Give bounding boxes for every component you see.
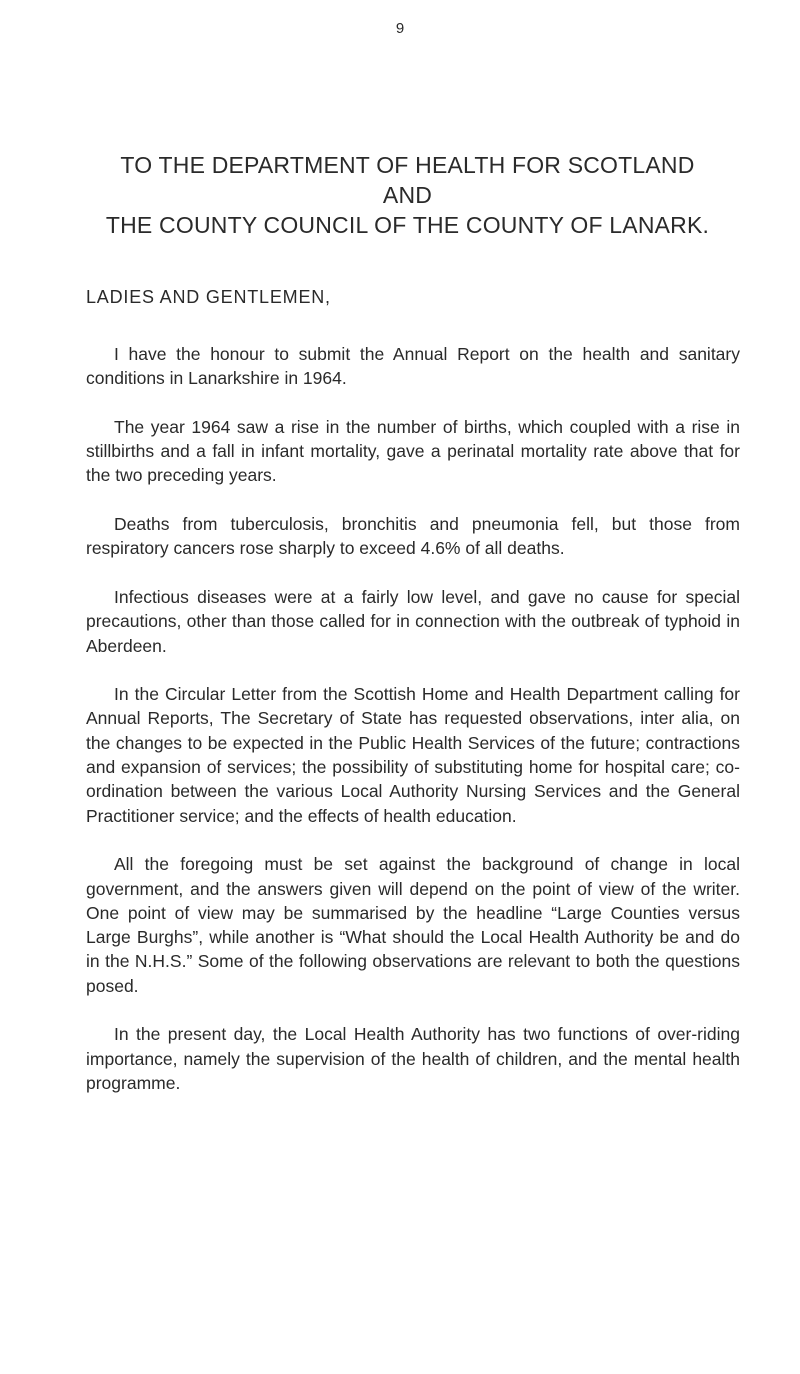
letter-body [86,342,740,1120]
paragraph-births: The year 1964 saw a rise in the number of births, which coupled with a rise in stillbirths and a fall in infant mortality, gave a perinatal mortality rate above that for the two preceding years. [86,416,740,486]
address-line-and: AND [382,182,433,208]
paragraph-circular-letter: In the Circular Letter from the Scottish Home and Health Department calling for Annual Reports, The Secretary of State has requested observations, inter alia, on the changes to be expected in the Public Health Services of the future; contractions and expansion of services; the possibility of substituting home for hospital care; co-ordination between the various Local Authority Nursing Services and the General Practitioner service; and the effects of health education. [86,684,740,826]
paragraph-local-government: All the foregoing must be set against the background of change in local government, and the answers given will depend on the point of view of the writer. One point of view may be summarised by the headline “Large Counties versus Large Burghs”, while another is “What should the Local Health Authority be and do in the N.H.S.” Some of the following observations are relevant to both the questions posed. [86,854,740,996]
address-line-county-council: THE COUNTY COUNCIL OF THE COUNTY OF LANARK. [105,212,710,238]
paragraph-report-submission: I have the honour to submit the Annual Report on the health and sanitary conditions in Lanarkshire in 1964. [86,344,740,389]
paragraph-infectious-diseases: Infectious diseases were at a fairly low level, and gave no cause for special precautions, other than those called for in connection with the outbreak of typhoid in Aberdeen. [86,586,740,656]
paragraph-deaths: Deaths from tuberculosis, bronchitis and pneumonia fell, but those from respiratory cancers rose sharply to exceed 4.6% of all deaths. [86,514,740,559]
address-block [60,150,755,240]
paragraph-local-health-authority: In the present day, the Local Health Authority has two functions of over-riding importance, namely the supervision of the health of children, and the mental health programme. [86,1024,740,1093]
salutation: LADIES AND GENTLEMEN, [86,287,331,307]
page-number: 9 [395,20,405,37]
address-line-department: TO THE DEPARTMENT OF HEALTH FOR SCOTLAND [120,152,695,178]
